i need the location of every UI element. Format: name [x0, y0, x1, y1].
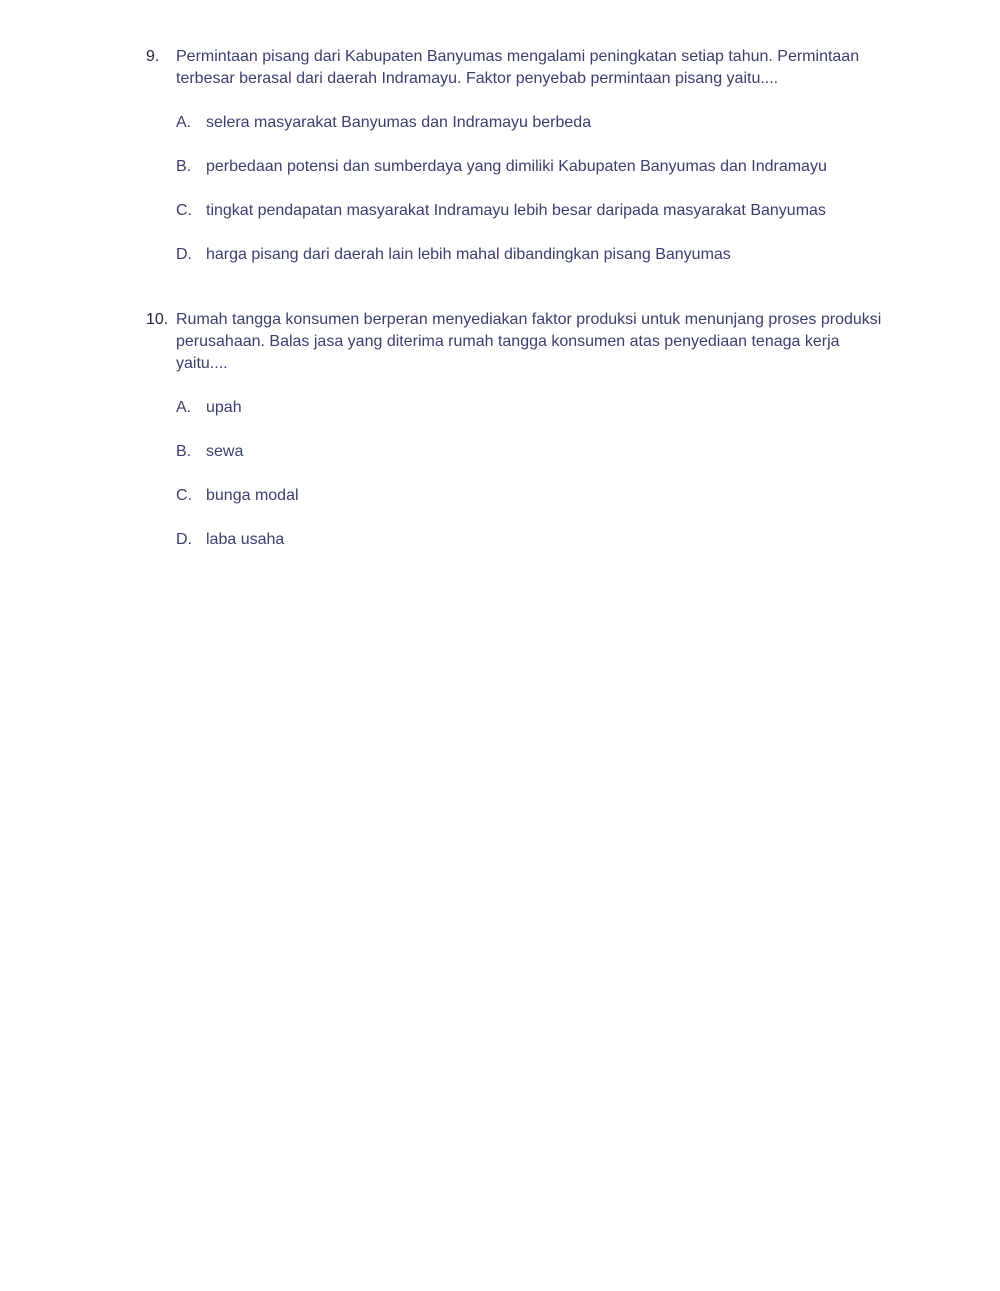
- option-text: laba usaha: [206, 531, 285, 548]
- option-letter: A.: [176, 114, 192, 131]
- option-letter: D.: [176, 531, 192, 548]
- option-b[interactable]: [176, 441, 886, 463]
- option-b[interactable]: [176, 156, 886, 178]
- option-text: bunga modal: [206, 487, 299, 504]
- option-letter: C.: [176, 487, 192, 504]
- option-c[interactable]: [176, 200, 886, 222]
- option-text: sewa: [206, 443, 244, 460]
- option-c[interactable]: [176, 485, 886, 507]
- question-text: Rumah tangga konsumen berperan menyediakan faktor produksi untuk menunjang proses produksi perusahaan. Balas jasa yang diterima rumah tangga konsumen atas penyediaan tenaga kerja yaitu....: [176, 311, 882, 372]
- option-a[interactable]: [176, 397, 886, 419]
- question-10: [146, 309, 886, 551]
- option-letter: B.: [176, 158, 192, 175]
- option-text: selera masyarakat Banyumas dan Indramayu berbeda: [206, 114, 592, 131]
- option-letter: D.: [176, 246, 192, 263]
- option-letter: B.: [176, 443, 192, 460]
- option-letter: A.: [176, 399, 192, 416]
- question-number: 10.: [146, 311, 169, 328]
- question-number: 9.: [146, 48, 160, 65]
- option-letter: C.: [176, 202, 192, 219]
- question-text: Permintaan pisang dari Kabupaten Banyumas mengalami peningkatan setiap tahun. Permintaan terbesar berasal dari daerah Indramayu. Faktor penyebab permintaan pisang yaitu....: [176, 48, 860, 87]
- option-text: tingkat pendapatan masyarakat Indramayu lebih besar daripada masyarakat Banyumas: [206, 202, 826, 219]
- option-text: perbedaan potensi dan sumberdaya yang dimiliki Kabupaten Banyumas dan Indramayu: [206, 158, 827, 175]
- option-a[interactable]: [176, 112, 886, 134]
- answer-options: [176, 397, 886, 551]
- answer-options: [176, 112, 886, 266]
- option-text: upah: [206, 399, 242, 416]
- question-9: [146, 46, 886, 266]
- option-text: harga pisang dari daerah lain lebih mahal dibandingkan pisang Banyumas: [206, 246, 731, 263]
- option-d[interactable]: [176, 244, 886, 266]
- option-d[interactable]: [176, 529, 886, 551]
